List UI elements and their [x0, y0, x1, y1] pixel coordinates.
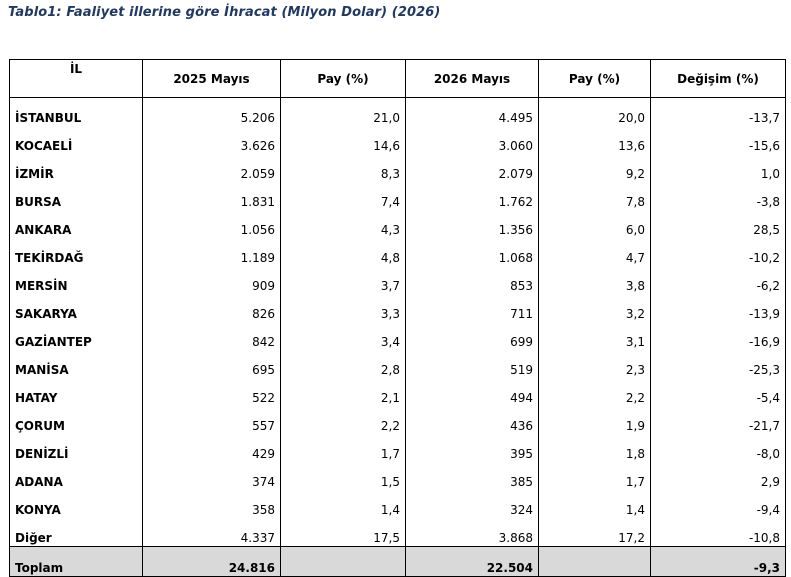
share-2026-cell: 2,2 [539, 378, 651, 406]
value-2025-cell: 557 [143, 406, 281, 434]
column-header-2026: 2026 Mayıs [406, 60, 539, 98]
table-row [10, 294, 786, 322]
value-2026-cell: 385 [406, 462, 539, 490]
share-2025-cell: 4,3 [281, 210, 406, 238]
value-2025-cell: 429 [143, 434, 281, 462]
province-cell: BURSA [10, 182, 143, 210]
table-row [10, 378, 786, 406]
table-row [10, 322, 786, 350]
share-2025-cell: 1,4 [281, 490, 406, 518]
share-2026-cell: 3,8 [539, 266, 651, 294]
table-row [10, 490, 786, 518]
share-2026-cell: 4,7 [539, 238, 651, 266]
share-2025-cell: 3,7 [281, 266, 406, 294]
province-cell: KONYA [10, 490, 143, 518]
share-2026-cell: 1,7 [539, 462, 651, 490]
share-2025-cell: 3,4 [281, 322, 406, 350]
value-2025-cell: 1.056 [143, 210, 281, 238]
table-row [10, 182, 786, 210]
value-2025-cell: 842 [143, 322, 281, 350]
province-cell: ADANA [10, 462, 143, 490]
share-2025-cell: 8,3 [281, 154, 406, 182]
share-2026-cell: 1,8 [539, 434, 651, 462]
value-2025-cell: 358 [143, 490, 281, 518]
table-row [10, 126, 786, 154]
change-cell: -25,3 [651, 350, 786, 378]
column-header-change: Değişim (%) [651, 60, 786, 98]
value-2026-cell: 1.356 [406, 210, 539, 238]
share-2026-cell: 2,3 [539, 350, 651, 378]
table-row [10, 238, 786, 266]
table-row [10, 434, 786, 462]
value-2026-cell: 1.762 [406, 182, 539, 210]
province-cell: İSTANBUL [10, 98, 143, 127]
share-2026-cell: 7,8 [539, 182, 651, 210]
share-2025-cell: 1,7 [281, 434, 406, 462]
table-row [10, 98, 786, 127]
value-2026-cell: 519 [406, 350, 539, 378]
province-cell: Diğer [10, 518, 143, 547]
share-2026-cell: 13,6 [539, 126, 651, 154]
change-cell: -21,7 [651, 406, 786, 434]
share-2026-cell: 17,2 [539, 518, 651, 547]
share-2025-cell: 3,3 [281, 294, 406, 322]
change-cell: 1,0 [651, 154, 786, 182]
value-2025-cell: 374 [143, 462, 281, 490]
province-cell: MANİSA [10, 350, 143, 378]
table-row [10, 406, 786, 434]
share-2025-cell: 2,1 [281, 378, 406, 406]
value-2026-cell: 711 [406, 294, 539, 322]
share-2026-cell: 1,9 [539, 406, 651, 434]
value-2025-cell: 2.059 [143, 154, 281, 182]
province-cell: TEKİRDAĞ [10, 238, 143, 266]
change-cell: -13,9 [651, 294, 786, 322]
share-2025-cell: 14,6 [281, 126, 406, 154]
value-2025-cell: 1.831 [143, 182, 281, 210]
share-2025-cell: 21,0 [281, 98, 406, 127]
change-cell: -13,7 [651, 98, 786, 127]
share-2026-cell: 3,2 [539, 294, 651, 322]
table-row [10, 210, 786, 238]
table-row [10, 266, 786, 294]
share-2026-cell: 3,1 [539, 322, 651, 350]
table-row [10, 462, 786, 490]
value-2026-cell: 494 [406, 378, 539, 406]
value-2026-cell: 3.868 [406, 518, 539, 547]
total-pay-2026 [539, 547, 651, 577]
province-cell: İZMİR [10, 154, 143, 182]
column-header-pay-2026: Pay (%) [539, 60, 651, 98]
total-pay-2025 [281, 547, 406, 577]
change-cell: -15,6 [651, 126, 786, 154]
table-row [10, 518, 786, 547]
change-cell: -10,8 [651, 518, 786, 547]
value-2025-cell: 909 [143, 266, 281, 294]
share-2025-cell: 2,2 [281, 406, 406, 434]
value-2026-cell: 395 [406, 434, 539, 462]
province-cell: ÇORUM [10, 406, 143, 434]
total-2025: 24.816 [143, 547, 281, 577]
change-cell: 2,9 [651, 462, 786, 490]
column-header-2025: 2025 Mayıs [143, 60, 281, 98]
table-row [10, 350, 786, 378]
province-cell: MERSİN [10, 266, 143, 294]
province-cell: SAKARYA [10, 294, 143, 322]
share-2026-cell: 6,0 [539, 210, 651, 238]
change-cell: -16,9 [651, 322, 786, 350]
column-header-pay-2025: Pay (%) [281, 60, 406, 98]
value-2026-cell: 3.060 [406, 126, 539, 154]
value-2025-cell: 3.626 [143, 126, 281, 154]
value-2026-cell: 1.068 [406, 238, 539, 266]
change-cell: -10,2 [651, 238, 786, 266]
value-2025-cell: 4.337 [143, 518, 281, 547]
change-cell: -8,0 [651, 434, 786, 462]
share-2026-cell: 1,4 [539, 490, 651, 518]
share-2025-cell: 17,5 [281, 518, 406, 547]
column-header-il: İL [10, 60, 143, 98]
table-row [10, 154, 786, 182]
change-cell: -6,2 [651, 266, 786, 294]
value-2026-cell: 4.495 [406, 98, 539, 127]
share-2025-cell: 1,5 [281, 462, 406, 490]
share-2026-cell: 20,0 [539, 98, 651, 127]
share-2025-cell: 7,4 [281, 182, 406, 210]
value-2026-cell: 699 [406, 322, 539, 350]
total-label: Toplam [10, 547, 143, 577]
share-2025-cell: 2,8 [281, 350, 406, 378]
value-2025-cell: 826 [143, 294, 281, 322]
change-cell: -3,8 [651, 182, 786, 210]
value-2026-cell: 436 [406, 406, 539, 434]
share-2026-cell: 9,2 [539, 154, 651, 182]
province-cell: DENİZLİ [10, 434, 143, 462]
province-cell: ANKARA [10, 210, 143, 238]
total-row [10, 547, 786, 577]
province-cell: HATAY [10, 378, 143, 406]
total-change: -9,3 [651, 547, 786, 577]
share-2025-cell: 4,8 [281, 238, 406, 266]
value-2026-cell: 2.079 [406, 154, 539, 182]
value-2025-cell: 1.189 [143, 238, 281, 266]
value-2025-cell: 695 [143, 350, 281, 378]
value-2026-cell: 853 [406, 266, 539, 294]
header-row [10, 60, 786, 98]
table-title: Tablo1: Faaliyet illerine göre İhracat (Milyon Dolar) (2026) [8, 5, 441, 20]
total-2026: 22.504 [406, 547, 539, 577]
province-cell: KOCAELİ [10, 126, 143, 154]
export-table [9, 59, 786, 577]
value-2026-cell: 324 [406, 490, 539, 518]
value-2025-cell: 522 [143, 378, 281, 406]
change-cell: 28,5 [651, 210, 786, 238]
province-cell: GAZİANTEP [10, 322, 143, 350]
change-cell: -5,4 [651, 378, 786, 406]
change-cell: -9,4 [651, 490, 786, 518]
value-2025-cell: 5.206 [143, 98, 281, 127]
